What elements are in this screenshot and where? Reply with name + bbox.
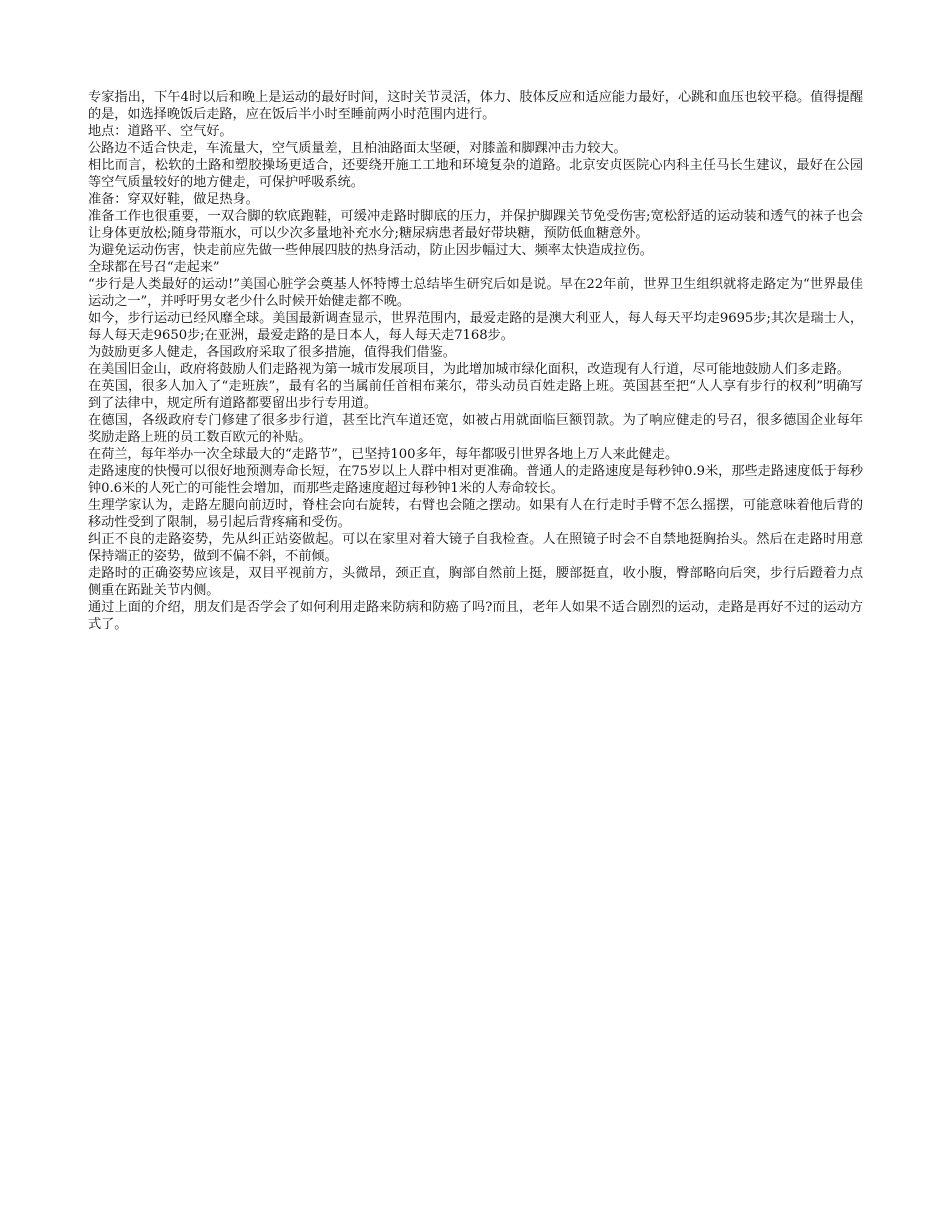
document-body — [88, 89, 863, 633]
paragraph-20: 通过上面的介绍，朋友们是否学会了如何利用走路来防病和防癌了吗?而且，老年人如果不适合剧烈的运动，走路是再好不过的运动方式了。 — [88, 600, 863, 632]
paragraph-3: 公路边不适合快走，车流量大，空气质量差，且柏油路面太坚硬，对膝盖和脚踝冲击力较大。 — [88, 141, 627, 156]
paragraph-17: 生理学家认为，走路左腿向前迈时，脊柱会向右旋转，右臂也会随之摆动。如果有人在行走时手臂不怎么摇摆，可能意味着他后背的移动性受到了限制，易引起后背疼痛和受伤。 — [88, 498, 863, 530]
paragraph-14: 在德国，各级政府专门修建了很多步行道，甚至比汽车道还宽，如被占用就面临巨额罚款。为了响应健走的号召，很多德国企业每年奖励走路上班的员工数百欧元的补贴。 — [88, 413, 863, 445]
paragraph-1: 专家指出，下午4时以后和晚上是运动的最好时间，这时关节灵活，体力、肢体反应和适应能力最好，心跳和血压也较平稳。值得提醒的是，如选择晚饭后走路，应在饭后半小时至睡前两小时范围内进行。 — [88, 90, 863, 122]
paragraph-15: 在荷兰，每年举办一次全球最大的“走路节”，已坚持100多年，每年都吸引世界各地上万人来此健走。 — [88, 447, 679, 462]
paragraph-6: 准备工作也很重要，一双合脚的软底跑鞋，可缓冲走路时脚底的压力，并保护脚踝关节免受伤害;宽松舒适的运动装和透气的袜子也会让身体更放松;随身带瓶水，可以少次多量地补充水分;糖尿病患者最好带块糖，预防低血糖意外。 — [88, 209, 863, 241]
paragraph-10: 如今，步行运动已经风靡全球。美国最新调查显示，世界范围内，最爱走路的是澳大利亚人，每人每天平均走9695步;其次是瑞士人，每人每天走9650步;在亚洲，最爱走路的是日本人，每人每天走7168步。 — [88, 311, 863, 343]
paragraph-19: 走路时的正确姿势应该是，双目平视前方，头微昂，颈正直，胸部自然前上挺，腰部挺直，收小腹，臀部略向后突，步行后蹬着力点侧重在跖趾关节内侧。 — [88, 566, 863, 598]
paragraph-8: 全球都在号召“走起来” — [88, 260, 220, 275]
paragraph-11: 为鼓励更多人健走，各国政府采取了很多措施，值得我们借鉴。 — [88, 345, 456, 360]
paragraph-13: 在英国，很多人加入了“走班族”，最有名的当属前任首相布莱尔，带头动员百姓走路上班。英国甚至把“人人享有步行的权利”明确写到了法律中，规定所有道路都要留出步行专用道。 — [88, 379, 863, 411]
paragraph-12: 在美国旧金山，政府将鼓励人们走路视为第一城市发展项目，为此增加城市绿化面积，改造现有人行道，尽可能地鼓励人们多走路。 — [88, 362, 850, 377]
paragraph-5: 准备：穿双好鞋，做足热身。 — [88, 192, 259, 207]
paragraph-4: 相比而言，松软的土路和塑胶操场更适合，还要绕开施工工地和环境复杂的道路。北京安贞医院心内科主任马长生建议，最好在公园等空气质量较好的地方健走，可保护呼吸系统。 — [88, 158, 863, 190]
paragraph-7: 为避免运动伤害，快走前应先做一些伸展四肢的热身活动，防止因步幅过大、频率太快造成拉伤。 — [88, 243, 653, 258]
paragraph-2: 地点：道路平、空气好。 — [88, 124, 233, 139]
paragraph-18: 纠正不良的走路姿势，先从纠正站姿做起。可以在家里对着大镜子自我检查。人在照镜子时会不自禁地挺胸抬头。然后在走路时用意保持端正的姿势，做到不偏不斜，不前倾。 — [88, 532, 863, 564]
paragraph-9: “步行是人类最好的运动!”美国心脏学会奠基人怀特博士总结毕生研究后如是说。早在22年前，世界卫生组织就将走路定为“世界最佳运动之一”，并呼吁男女老少什么时候开始健走都不晚。 — [88, 277, 863, 309]
paragraph-16: 走路速度的快慢可以很好地预测寿命长短，在75岁以上人群中相对更准确。普通人的走路速度是每秒钟0.9米，那些走路速度低于每秒钟0.6米的人死亡的可能性会增加，而那些走路速度超过每秒钟1米的人寿命较长。 — [88, 464, 863, 496]
